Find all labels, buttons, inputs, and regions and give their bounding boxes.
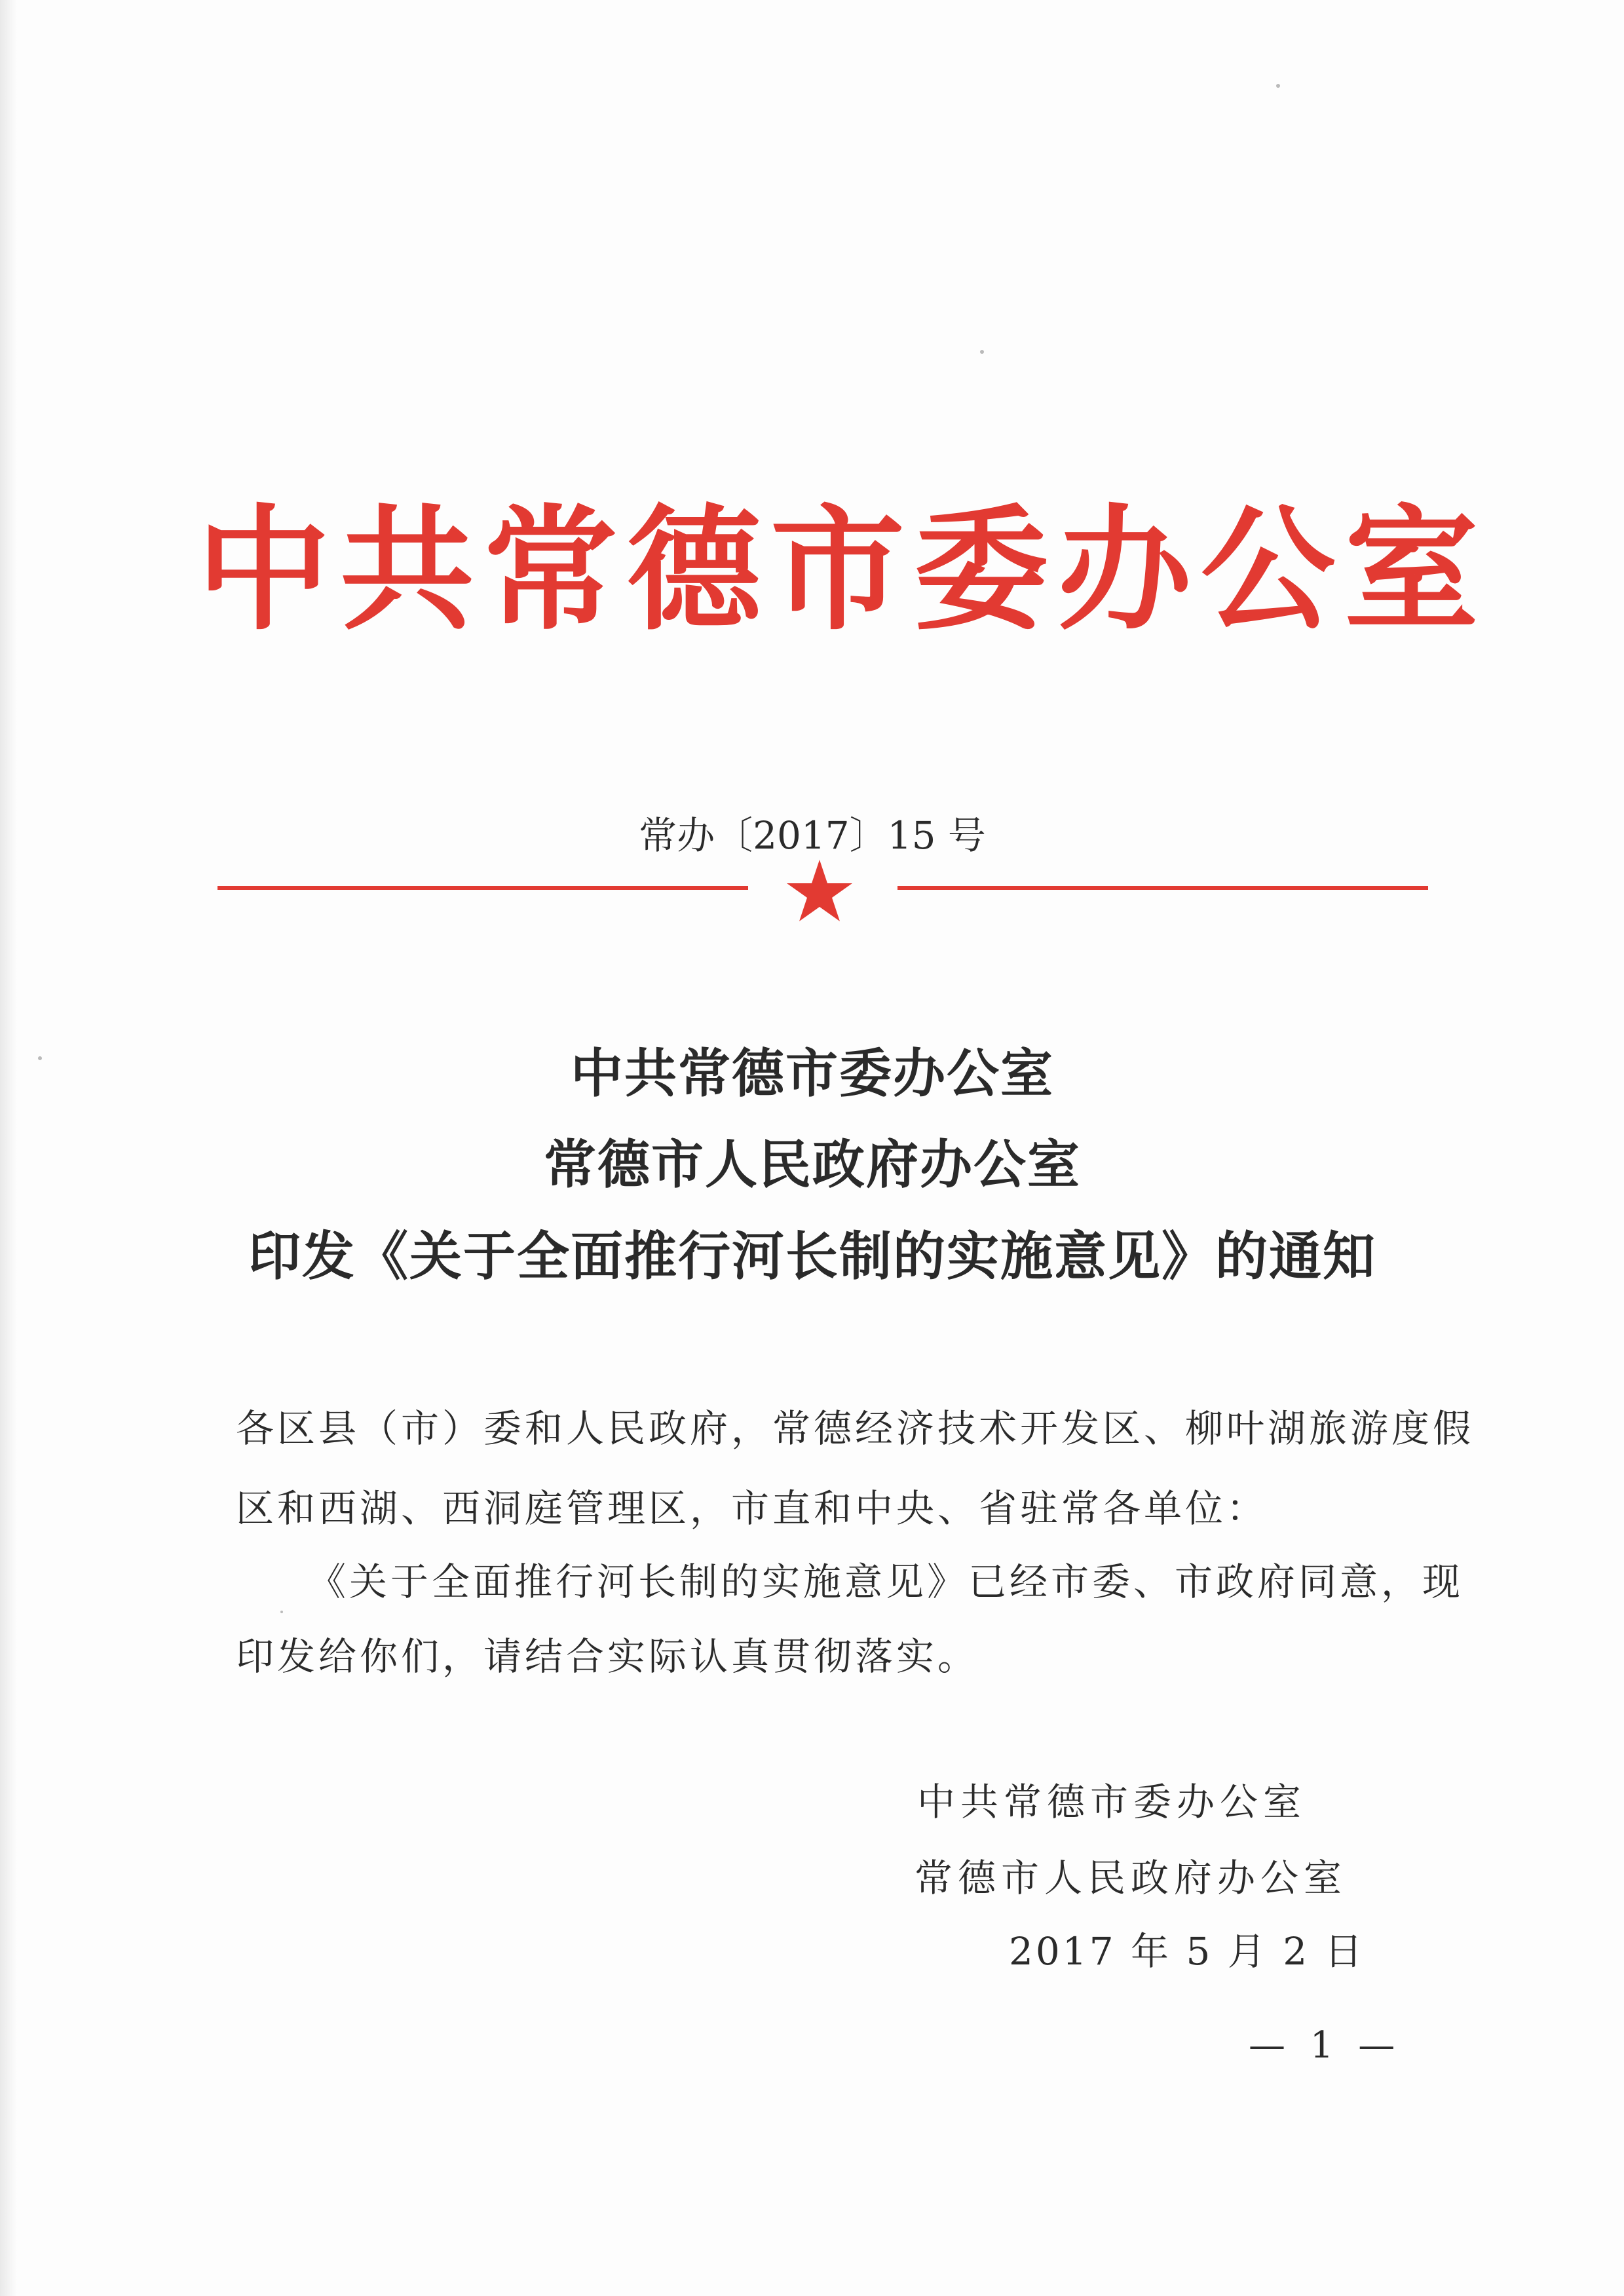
title-line-1: 中共常德市委办公室: [571, 1043, 1054, 1104]
scan-speck: [980, 350, 984, 354]
signature-date: 2017 年 5 月 2 日: [1009, 1929, 1365, 1974]
scan-edge: [0, 0, 17, 2296]
letterhead-issuer: 中共常德市委办公室: [197, 491, 1488, 649]
scan-speck: [280, 1611, 283, 1613]
addressee-line-1: 各区县（市）委和人民政府，常德经济技术开发区、柳叶湖旅游度假: [236, 1406, 1475, 1451]
separator-line-left: [217, 886, 748, 890]
red-star-icon: [784, 857, 856, 923]
signature-org-1: 中共常德市委办公室: [917, 1780, 1307, 1824]
title-line-2: 常德市人民政府办公室: [544, 1134, 1081, 1195]
body-text-line-2: 印发给你们，请结合实际认真贯彻落实。: [236, 1634, 979, 1679]
title-line-3: 印发《关于全面推行河长制的实施意见》的通知: [248, 1225, 1376, 1287]
signature-org-2: 常德市人民政府办公室: [915, 1856, 1348, 1900]
scan-speck: [38, 1056, 42, 1060]
separator-line-right: [897, 886, 1428, 890]
page-number: — 1 —: [1249, 2024, 1402, 2067]
addressee-line-2: 区和西湖、西洞庭管理区，市直和中央、省驻常各单位：: [236, 1486, 1268, 1531]
document-number: 常办〔2017〕15 号: [639, 813, 986, 858]
body-text-line-1: 《关于全面推行河长制的实施意见》已经市委、市政府同意，现: [308, 1559, 1464, 1604]
scan-speck: [1276, 84, 1280, 88]
